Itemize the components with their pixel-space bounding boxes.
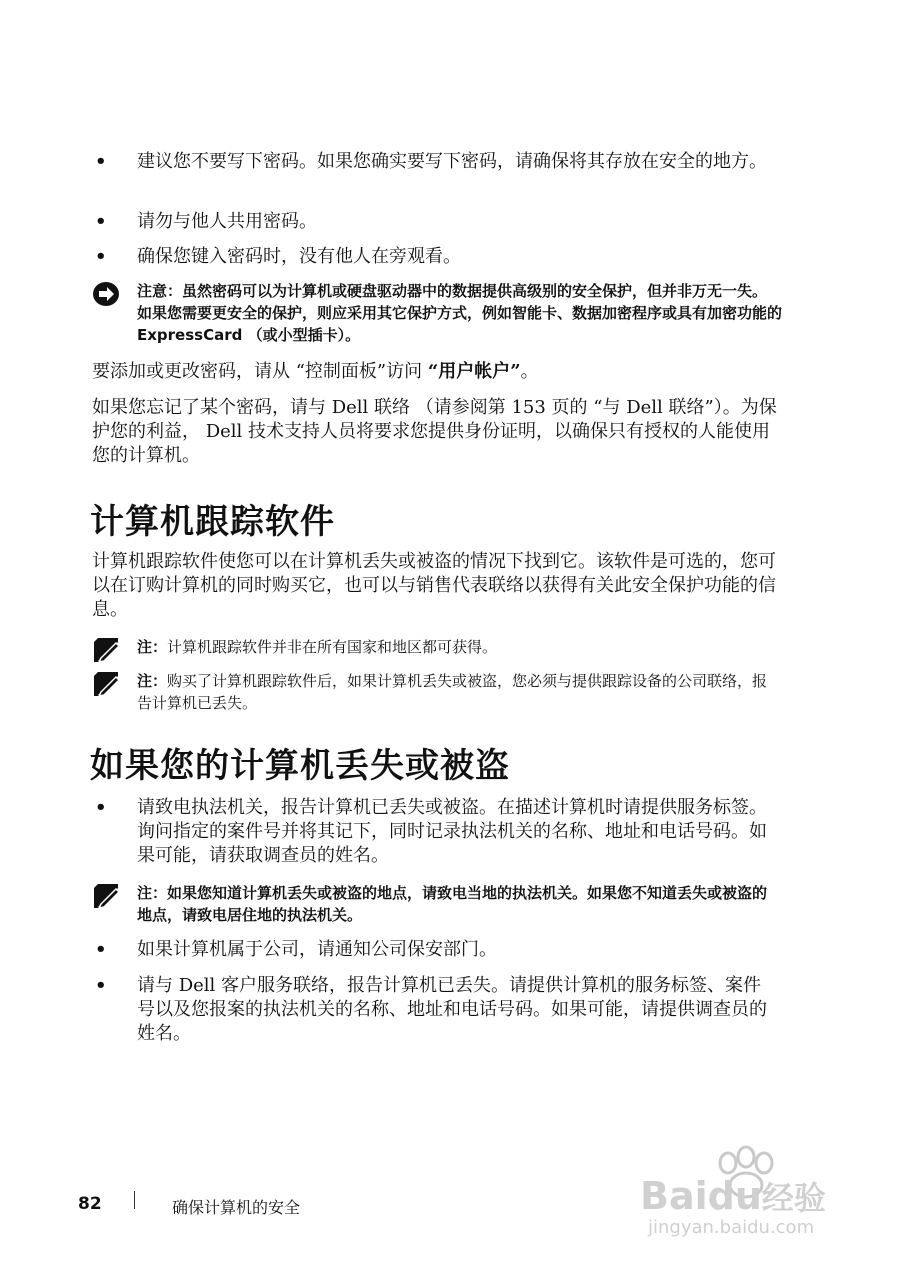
watermark-cn: 经验 [761,1179,826,1217]
note-label: 注： [137,884,168,902]
bullet-dot: • [95,151,107,172]
notice-text: 虽然密码可以为计算机或硬盘驱动器中的数据提供高级别的安全保护，但并非万无一失。如果您需要更安全的保护，则应采用其它保护方式，例如智能卡、数据加密程序或具有加密功能的 ExpressCard （或小型插卡）。 [137,282,783,344]
bullet-dot: • [95,797,107,818]
paragraph-text: 要添加或更改密码，请从 “控制面板”访问 [92,361,428,382]
heading-tracking-software: 计算机跟踪软件 [90,502,335,542]
bullet-text: 请勿与他人共用密码。 [137,211,317,232]
note-box [92,670,782,714]
bullet-dot: • [95,211,107,232]
bullet-item [95,210,775,234]
bullet-item [95,974,775,1046]
notice-text-block [137,280,782,346]
note-text: 购买了计算机跟踪软件后，如果计算机丢失或被盗，您必须与提供跟踪设备的公司联络，报告计算机已丢失。 [137,672,768,712]
heading-lost-stolen: 如果您的计算机丢失或被盗 [90,746,510,786]
note-label: 注： [137,638,168,656]
user-accounts-label: “用户帐户” [427,361,521,382]
bullet-text: 请与 Dell 客户服务联络，报告计算机已丢失。请提供计算机的服务标签、案件号以及您报案的执法机关的名称、地址和电话号码。如果可能，请提供调查员的姓名。 [137,975,767,1044]
note-text-block [137,636,782,658]
note-box [92,882,782,926]
notice-icon [92,280,124,308]
watermark-brand-part2: du [707,1174,762,1218]
pencil-note-icon [92,882,124,910]
bullet-item [95,796,775,868]
watermark-url: jingyan.baidu.com [648,1217,815,1238]
paragraph-text: 。 [520,361,539,382]
notice-label: 注意： [137,282,183,300]
bullet-item [95,938,775,962]
bullet-text: 确保您键入密码时，没有他人在旁观看。 [137,246,461,267]
paragraph-add-password [92,360,782,384]
watermark-brand-part1: Bai [640,1174,708,1218]
pencil-note-icon [92,636,124,664]
note-text-block [137,670,782,714]
note-label: 注： [137,672,168,690]
bullet-text: 请致电执法机关，报告计算机已丢失或被盗。在描述计算机时请提供服务标签。询问指定的案件号并将其记下，同时记录执法机关的名称、地址和电话号码。如果可能，请获取调查员的姓名。 [137,797,767,866]
footer-section-title: 确保计算机的安全 [172,1198,301,1217]
bullet-dot: • [95,975,107,996]
bullet-dot: • [95,939,107,960]
bullet-item [95,150,775,174]
baidu-watermark [640,1145,860,1245]
pencil-note-icon [92,670,124,698]
notice-box [92,280,782,346]
bullet-text: 如果计算机属于公司，请通知公司保安部门。 [137,939,497,960]
note-text: 如果您知道计算机丢失或被盗的地点，请致电当地的执法机关。如果您不知道丢失或被盗的地点，请致电居住地的执法机关。 [137,884,768,924]
footer-divider [134,1191,135,1209]
paragraph-forgot-password: 如果您忘记了某个密码，请与 Dell 联络 （请参阅第 153 页的 “与 Dell 联络”）。为保护您的利益， Dell 技术支持人员将要求您提供身份证明，以确保只有授权的人能使用您的计算机。 [92,397,777,466]
watermark-brand [640,1173,826,1219]
paragraph-tracking: 计算机跟踪软件使您可以在计算机丢失或被盗的情况下找到它。该软件是可选的，您可以在订购计算机的同时购买它，也可以与销售代表联络以获得有关此安全保护功能的信息。 [92,551,776,620]
bullet-text: 建议您不要写下密码。如果您确实要写下密码，请确保将其存放在安全的地方。 [137,151,767,172]
page-number: 82 [78,1194,102,1214]
bullet-dot: • [95,246,107,267]
note-text: 计算机跟踪软件并非在所有国家和地区都可获得。 [167,638,498,656]
note-box [92,636,782,658]
note-text-block [137,882,782,926]
bullet-item [95,245,775,269]
